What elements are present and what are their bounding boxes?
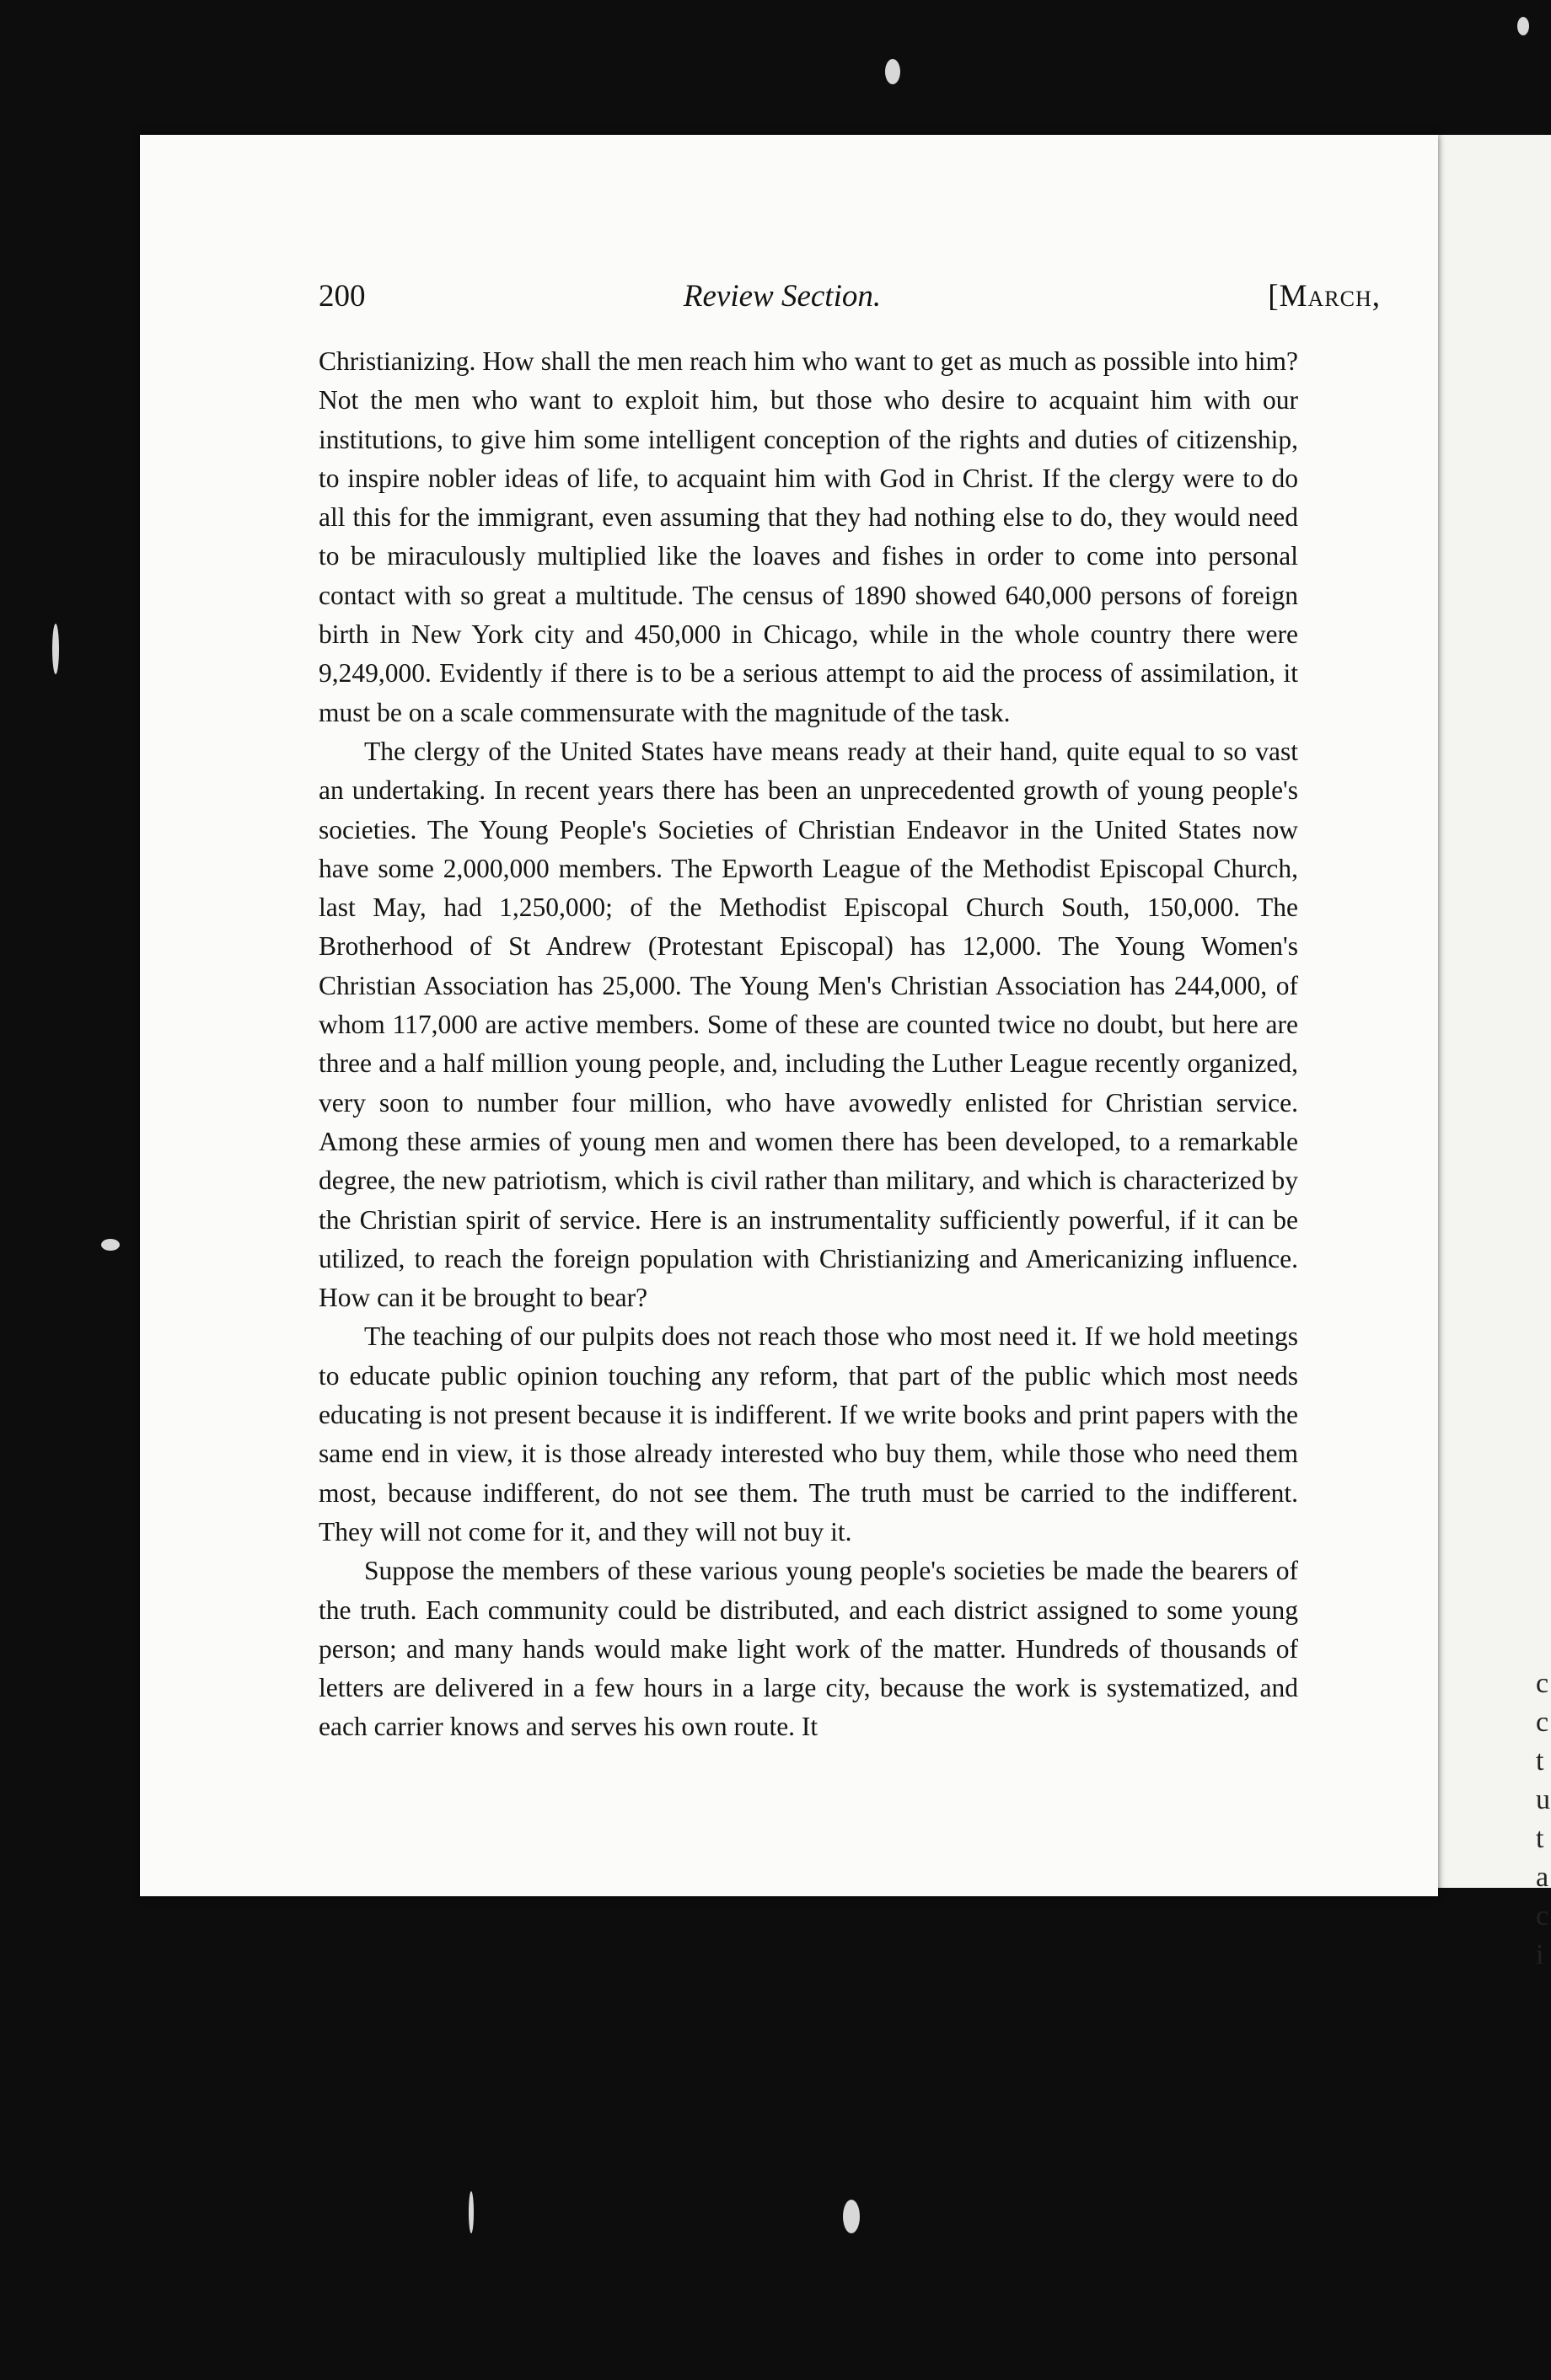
backdrop-speck [1517, 17, 1529, 35]
adjacent-page-glyph: c [1536, 1707, 1549, 1738]
paragraph: The teaching of our pulpits does not reach those who most need it. If we hold meetings to educate public opinion touching any reform, that part of the public which most needs educating is not present because it is indifferent. If we write books and print papers with the same end in view, it is those already interested who buy them, while those who need them most, because indifferent, do not see them. The truth must be carried to the indifferent. They will not come for it, and they will not buy it. [319, 1321, 1298, 1546]
backdrop-speck [101, 1239, 120, 1251]
backdrop-speck [469, 2191, 474, 2233]
page-number: 200 [319, 279, 366, 314]
adjacent-page-glyph: i [1536, 1939, 1544, 1970]
adjacent-page-glyph: c [1536, 1668, 1549, 1699]
adjacent-page-glyph: t [1536, 1823, 1544, 1854]
paragraph: Suppose the members of these various young people's societies be made the bearers of the truth. Each community could be distributed, and each district assigned to some young person; and many hands would make light work of the matter. Hundreds of thousands of letters are delivered in a few hours in a large city, because the work is systematized, and each carrier knows and serves his own route. It [319, 1556, 1298, 1742]
adjacent-page-glyph: u [1536, 1784, 1550, 1815]
adjacent-page-text [1536, 1664, 1551, 1975]
running-head [180, 278, 1381, 320]
paragraph: The clergy of the United States have means ready at their hand, quite equal to so vast an undertaking. In recent years there has been an unprecedented growth of young people's societies. The Young People's Societies of Christian Endeavor in the United States now have some 2,000,000 members. The Epworth League of the Methodist Episcopal Church, last May, had 1,250,000; of the Methodist Episcopal Church South, 150,000. The Brotherhood of St Andrew (Protestant Episcopal) has 12,000. The Young Women's Christian Association has 25,000. The Young Men's Christian Association has 244,000, of whom 117,000 are active members. Some of these are counted twice no doubt, but here are three and a half million young people, and, including the Luther League recently organized, very soon to number four million, who have avowedly enlisted for Christian service. Among these armies of young men and women there has been developed, to a remarkable degree, the new patriotism, which is civil rather than military, and which is characterized by the Christian spirit of service. Here is an instrumentality sufficiently powerful, if it can be utilized, to reach the foreign population with Christianizing and Americanizing influence. How can it be brought to bear? [319, 736, 1298, 1313]
backdrop-speck [52, 624, 59, 674]
body-text [319, 342, 1298, 1747]
running-month: [March, [1268, 279, 1381, 314]
backdrop-speck [885, 59, 900, 84]
adjacent-page-glyph: t [1536, 1745, 1544, 1777]
paragraph: Christianizing. How shall the men reach him who want to get as much as possible into him? Not the men who want to exploit him, but those who desire to acquaint him with our institutions, to give him some intelligent conception of the rights and duties of citizenship, to inspire nobler ideas of life, to acquaint him with God in Christ. If the clergy were to do all this for the immigrant, even assuming that they had nothing else to do, they would need to be miraculously multiplied like the loaves and fishes in order to come into personal contact with so great a multitude. The census of 1890 showed 640,000 persons of foreign birth in New York city and 450,000 in Chicago, while in the whole country there were 9,249,000. Evidently if there is to be a serious attempt to aid the process of assimilation, it must be on a scale commensurate with the magnitude of the task. [319, 346, 1298, 727]
adjacent-page-glyph: c [1536, 1900, 1549, 1932]
backdrop-speck [843, 2200, 860, 2233]
adjacent-page-glyph: a [1536, 1862, 1549, 1893]
section-title: Review Section. [683, 279, 882, 314]
